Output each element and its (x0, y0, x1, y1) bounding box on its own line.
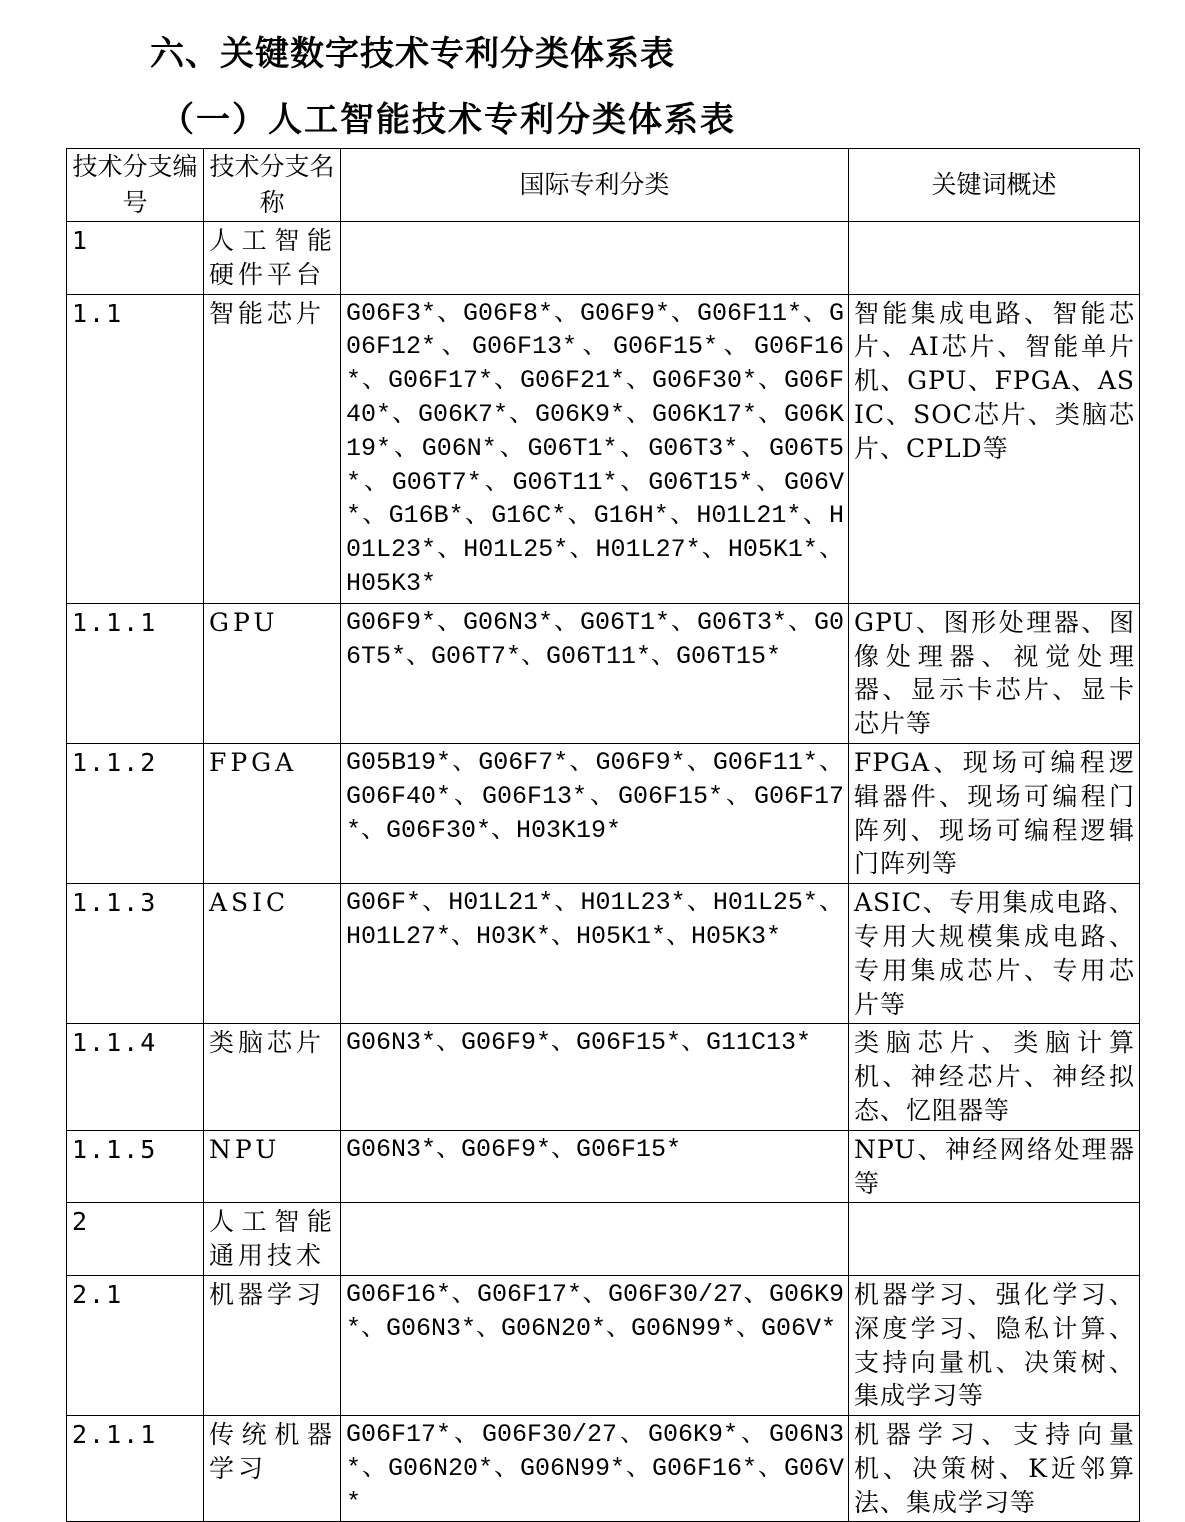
document-title: 六、关键数字技术专利分类体系表 (150, 34, 675, 74)
keywords-cell: 机器学习、强化学习、深度学习、隐私计算、支持向量机、决策树、集成学习等 (849, 1275, 1140, 1415)
ipc-cell: G06F3*、G06F8*、G06F9*、G06F11*、G06F12*、G06F13*、G06F15*、G06F16*、G06F17*、G06F21*、G06F30*、G06F40*、G06K7*、G06K9*、G06K17*、G06K19*、G06N*、G06T1*、G06T3*、G06T5*、G06T7*、G06T11*、G06T15*、G06V*、G16B*、G16C*、G16H*、H01L21*、H01L23*、H01L25*、H01L27*、H05K1*、H05K3* (341, 294, 849, 603)
branch-name-cell: ASIC (204, 884, 341, 1024)
branch-name-cell: 智能芯片 (204, 294, 341, 603)
table-row (67, 1416, 1140, 1522)
ipc-cell: G06F17*、G06F30/27、G06K9*、G06N3*、G06N20*、G06N99*、G06F16*、G06V* (341, 1416, 849, 1522)
branch-code-cell: 1.1.5 (67, 1130, 204, 1203)
ipc-cell: G06F16*、G06F17*、G06F30/27、G06K9*、G06N3*、G06N20*、G06N99*、G06V* (341, 1275, 849, 1415)
ipc-cell (341, 222, 849, 295)
branch-code-cell: 1.1.1 (67, 603, 204, 743)
branch-code-cell: 2.1.1 (67, 1416, 204, 1522)
keywords-cell: FPGA、现场可编程逻辑器件、现场可编程门阵列、现场可编程逻辑门阵列等 (849, 743, 1140, 883)
branch-name-cell: 类脑芯片 (204, 1024, 341, 1130)
table-row (67, 1130, 1140, 1203)
table-row (67, 743, 1140, 883)
ipc-cell: G06F*、H01L21*、H01L23*、H01L25*、H01L27*、H03K*、H05K1*、H05K3* (341, 884, 849, 1024)
branch-code-cell: 2.1 (67, 1275, 204, 1415)
branch-name-cell: FPGA (204, 743, 341, 883)
ipc-cell (341, 1203, 849, 1276)
branch-code-cell: 1.1.3 (67, 884, 204, 1024)
header-keywords: 关键词概述 (849, 149, 1140, 222)
section-title: （一）人工智能技术专利分类体系表 (160, 100, 736, 140)
ipc-cell: G06F9*、G06N3*、G06T1*、G06T3*、G06T5*、G06T7*、G06T11*、G06T15* (341, 603, 849, 743)
ipc-cell: G05B19*、G06F7*、G06F9*、G06F11*、G06F40*、G06F13*、G06F15*、G06F17*、G06F30*、H03K19* (341, 743, 849, 883)
branch-name-cell: 人工智能硬件平台 (204, 222, 341, 295)
branch-code-cell: 1.1 (67, 294, 204, 603)
keywords-cell (849, 222, 1140, 295)
branch-code-cell: 1.1.4 (67, 1024, 204, 1130)
keywords-cell: NPU、神经网络处理器等 (849, 1130, 1140, 1203)
table-row (67, 1024, 1140, 1130)
patent-classification-table (66, 148, 1140, 1522)
table-row (67, 294, 1140, 603)
ipc-cell: G06N3*、G06F9*、G06F15*、G11C13* (341, 1024, 849, 1130)
table-row (67, 603, 1140, 743)
keywords-cell: 智能集成电路、智能芯片、AI芯片、智能单片机、GPU、FPGA、ASIC、SOC芯片、类脑芯片、CPLD等 (849, 294, 1140, 603)
header-ipc: 国际专利分类 (341, 149, 849, 222)
header-branch-name: 技术分支名称 (204, 149, 341, 222)
header-branch-code: 技术分支编号 (67, 149, 204, 222)
branch-name-cell: NPU (204, 1130, 341, 1203)
table-header-row (67, 149, 1140, 222)
keywords-cell (849, 1203, 1140, 1276)
branch-name-cell: 机器学习 (204, 1275, 341, 1415)
ipc-cell: G06N3*、G06F9*、G06F15* (341, 1130, 849, 1203)
keywords-cell: ASIC、专用集成电路、专用大规模集成电路、专用集成芯片、专用芯片等 (849, 884, 1140, 1024)
branch-name-cell: 传统机器学习 (204, 1416, 341, 1522)
table-row (67, 222, 1140, 295)
table-row (67, 1275, 1140, 1415)
keywords-cell: 类脑芯片、类脑计算机、神经芯片、神经拟态、忆阻器等 (849, 1024, 1140, 1130)
keywords-cell: 机器学习、支持向量机、决策树、K近邻算法、集成学习等 (849, 1416, 1140, 1522)
branch-code-cell: 2 (67, 1203, 204, 1276)
branch-name-cell: GPU (204, 603, 341, 743)
keywords-cell: GPU、图形处理器、图像处理器、视觉处理器、显示卡芯片、显卡芯片等 (849, 603, 1140, 743)
table-row (67, 1203, 1140, 1276)
branch-code-cell: 1.1.2 (67, 743, 204, 883)
branch-code-cell: 1 (67, 222, 204, 295)
table-row (67, 884, 1140, 1024)
branch-name-cell: 人工智能通用技术 (204, 1203, 341, 1276)
